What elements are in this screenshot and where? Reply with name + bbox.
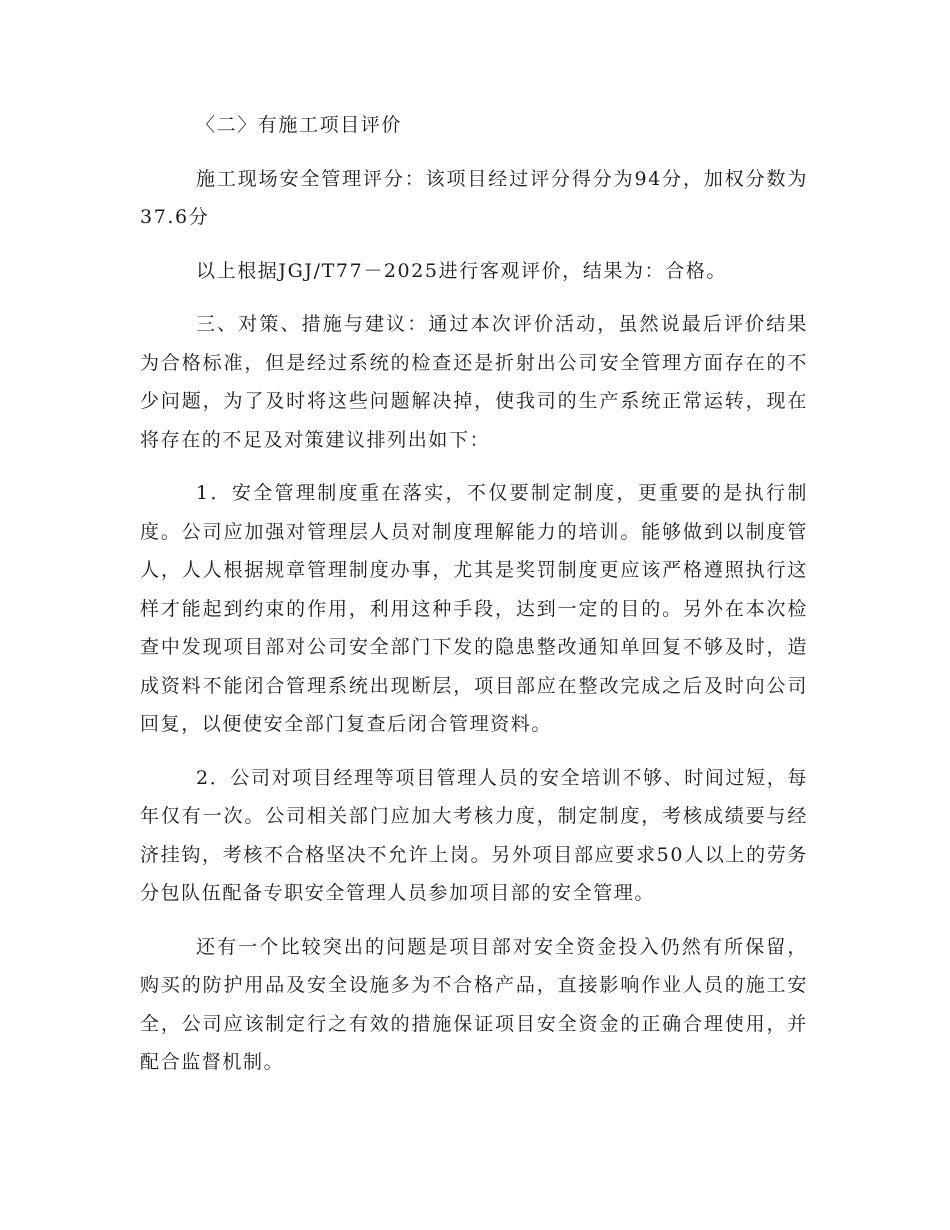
document-body: [140, 106, 808, 1095]
score-paragraph: 施工现场安全管理评分：该项目经过评分得分为94分，加权分数为37.6分: [140, 167, 808, 228]
funding-issue-paragraph: 还有一个比较突出的问题是项目部对安全资金投入仍然有所保留，购买的防护用品及安全设施多为不合格产品，直接影响作业人员的施工安全，公司应该制定行之有效的措施保证项目安全资金的正确合理使用，并配合监督机制。: [140, 935, 808, 1073]
section-heading: 〈二〉有施工项目评价: [196, 114, 403, 136]
evaluation-result-paragraph: 以上根据JGJ/T77－2025进行客观评价，结果为：合格。: [196, 259, 728, 282]
measure-item-1: 1．安全管理制度重在落实，不仅要制定制度，更重要的是执行制度。公司应加强对管理层人员对制度理解能力的培训。能够做到以制度管人，人人根据规章管理制度办事，尤其是奖罚制度更应该严格遵照执行这样才能起到约束的作用，利用这种手段，达到一定的目的。另外在本次检查中发现项目部对公司安全部门下发的隐患整改通知单回复不够及时，造成资料不能闭合管理系统出现断层，项目部应在整改完成之后及时向公司回复，以便使安全部门复查后闭合管理资料。: [140, 482, 808, 735]
measures-intro-paragraph: 三、对策、措施与建议：通过本次评价活动，虽然说最后评价结果为合格标准，但是经过系统的检查还是折射出公司安全管理方面存在的不少问题，为了及时将这些问题解决掉，使我司的生产系统正常运转，现在将存在的不足及对策建议排列出如下：: [140, 313, 808, 451]
measure-item-2: 2．公司对项目经理等项目管理人员的安全培训不够、时间过短，每年仅有一次。公司相关部门应加大考核力度，制定制度，考核成绩要与经济挂钩，考核不合格坚决不允许上岗。另外项目部应要求50人以上的劳务分包队伍配备专职安全管理人员参加项目部的安全管理。: [140, 766, 808, 904]
